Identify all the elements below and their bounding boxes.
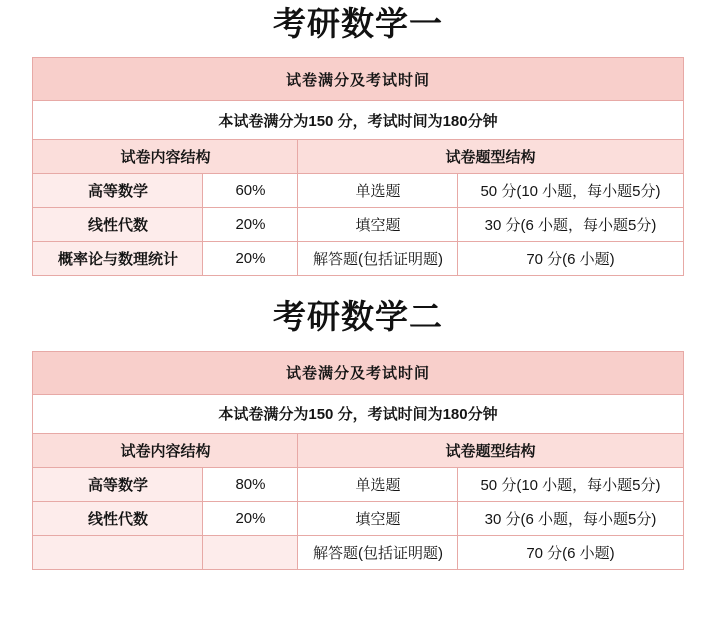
section-math-one (0, 6, 716, 276)
cell-percent: 20% (203, 208, 298, 242)
cell-question-detail: 70 分(6 小题) (458, 535, 683, 569)
cell-question-detail: 50 分(10 小题，每小题5分) (458, 467, 683, 501)
cell-percent: 80% (203, 467, 298, 501)
cell-question-detail: 70 分(6 小题) (458, 242, 683, 276)
cell-percent: 20% (203, 501, 298, 535)
total-score-text: 本试卷满分为150 分，考试时间为180分钟 (33, 394, 683, 433)
cell-percent: 60% (203, 174, 298, 208)
table-row (33, 501, 683, 535)
total-score-text: 本试卷满分为150 分，考试时间为180分钟 (33, 101, 683, 140)
page-title: 考研数学一 (273, 5, 443, 42)
column-header-content-structure: 试卷内容结构 (33, 140, 298, 174)
document-page (0, 6, 716, 635)
exam-structure-table (32, 351, 683, 570)
cell-percent: 20% (203, 242, 298, 276)
cell-question-type: 单选题 (298, 467, 458, 501)
cell-category: 线性代数 (33, 208, 203, 242)
column-header-content-structure: 试卷内容结构 (33, 433, 298, 467)
table-row (33, 174, 683, 208)
table-header-main: 试卷满分及考试时间 (33, 58, 683, 101)
table-header-main: 试卷满分及考试时间 (33, 351, 683, 394)
table-row (33, 535, 683, 569)
table-row-total (33, 394, 683, 433)
cell-question-type: 填空题 (298, 208, 458, 242)
page-title: 考研数学二 (273, 298, 443, 336)
cell-question-detail: 50 分(10 小题，每小题5分) (458, 174, 683, 208)
table-row-header (33, 58, 683, 101)
cell-category: 高等数学 (33, 467, 203, 501)
table-row-total (33, 101, 683, 140)
section-math-two (0, 299, 716, 569)
cell-question-detail: 30 分(6 小题，每小题5分) (458, 501, 683, 535)
cell-category: 线性代数 (33, 501, 203, 535)
cell-category: 概率论与数理统计 (33, 242, 203, 276)
table-row (33, 242, 683, 276)
cell-question-type: 解答题(包括证明题) (298, 535, 458, 569)
cell-question-type: 单选题 (298, 174, 458, 208)
table-row-subheader (33, 433, 683, 467)
cell-question-type: 填空题 (298, 501, 458, 535)
cell-percent-empty (203, 535, 298, 569)
cell-category: 高等数学 (33, 174, 203, 208)
cell-question-type: 解答题(包括证明题) (298, 242, 458, 276)
cell-question-detail: 30 分(6 小题，每小题5分) (458, 208, 683, 242)
column-header-question-structure: 试卷题型结构 (298, 140, 683, 174)
exam-structure-table (32, 57, 683, 276)
table-row (33, 208, 683, 242)
cell-category-empty (33, 535, 203, 569)
table-row-header (33, 351, 683, 394)
column-header-question-structure: 试卷题型结构 (298, 433, 683, 467)
table-row (33, 467, 683, 501)
table-row-subheader (33, 140, 683, 174)
